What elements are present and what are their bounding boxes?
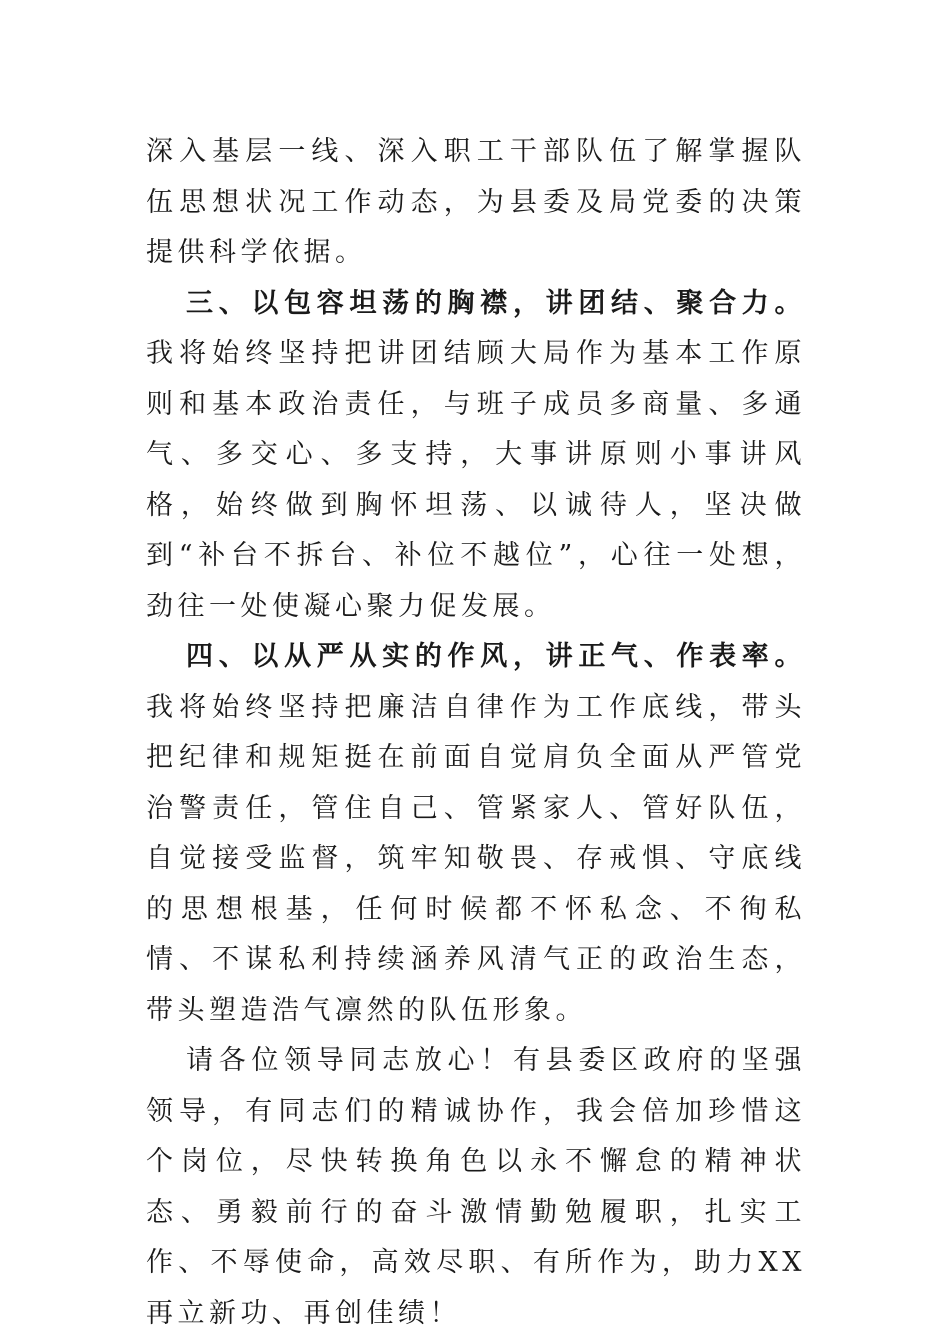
paragraph-continuation — [146, 127, 806, 279]
paragraph-closing — [146, 1036, 806, 1339]
paragraph-text: 我将始终坚持把廉洁自律作为工作底线，带头把纪律和规矩挺在前面自觉肩负全面从严管党治警责任，管住自己、管紧家人、管好队伍，自觉接受监督，筑牢知敬畏、存戒惧、守底线的思想根基，任何时候都不怀私念、不徇私情、不谋私利持续涵养风清气正的政治生态，带头塑造浩气凛然的队伍形象。 — [146, 691, 806, 1026]
paragraph-text: 请各位领导同志放心！有县委区政府的坚强领导，有同志们的精诚协作，我会倍加珍惜这个岗位，尽快转换角色以永不懈怠的精神状态、勇毅前行的奋斗激情勤勉履职，扎实工作、不辱使命，高效尽职、有所作为，助力XX再立新功、再创佳绩！ — [146, 1045, 806, 1329]
paragraph-point-four — [146, 632, 806, 1036]
paragraph-lead: 四、以从严从实的作风，讲正气、作表率。 — [186, 641, 806, 672]
paragraph-text: 我将始终坚持把讲团结顾大局作为基本工作原则和基本政治责任，与班子成员多商量、多通气、多交心、多支持，大事讲原则小事讲风格，始终做到胸怀坦荡、以诚待人，坚决做到“补台不拆台、补位不越位”，心往一处想，劲往一处使凝心聚力促发展。 — [146, 338, 806, 622]
paragraph-lead: 三、以包容坦荡的胸襟，讲团结、聚合力。 — [186, 287, 806, 319]
document-body — [146, 127, 806, 1339]
paragraph-text: 深入基层一线、深入职工干部队伍了解掌握队伍思想状况工作动态，为县委及局党委的决策提供科学依据。 — [146, 136, 806, 268]
paragraph-point-three — [146, 279, 806, 633]
